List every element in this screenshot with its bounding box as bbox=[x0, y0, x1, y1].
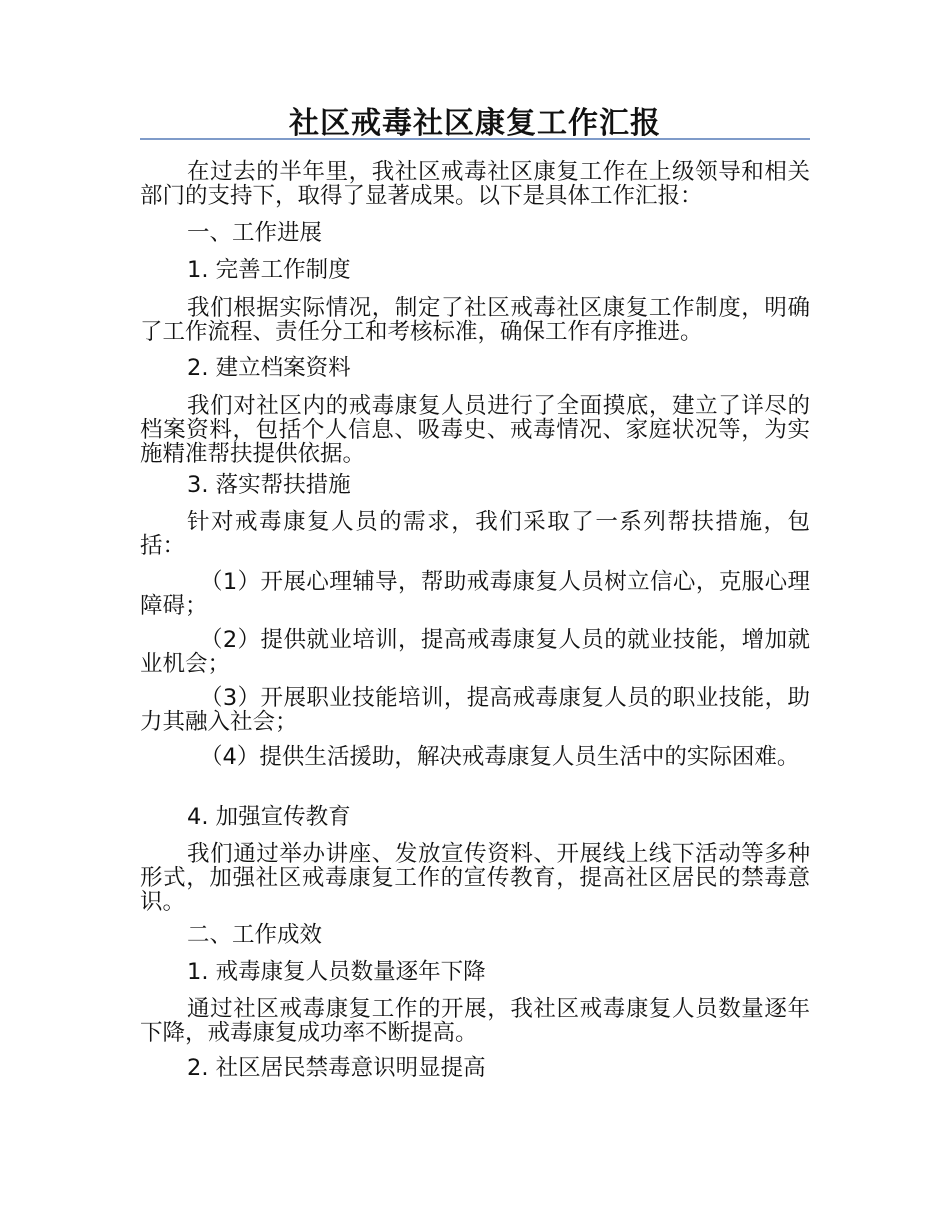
paragraph-system: 我们根据实际情况，制定了社区戒毒社区康复工作制度，明确了工作流程、责任分工和考核标准，确保工作有序推进。 bbox=[140, 295, 810, 345]
title-underline bbox=[140, 138, 810, 140]
subsection-heading-publicity: 4. 加强宣传教育 bbox=[187, 804, 351, 830]
paragraph-publicity: 我们通过举办讲座、发放宣传资料、开展线上线下活动等多种形式，加强社区戒毒康复工作的宣传教育，提高社区居民的禁毒意识。 bbox=[140, 841, 810, 915]
measure-item: （3）开展职业技能培训，提高戒毒康复人员的职业技能，助力其融入社会； bbox=[140, 685, 810, 735]
section-heading-progress: 一、工作进展 bbox=[187, 220, 323, 246]
document-title: 社区戒毒社区康复工作汇报 bbox=[289, 106, 661, 141]
paragraph-archives: 我们对社区内的戒毒康复人员进行了全面摸底，建立了详尽的档案资料，包括个人信息、吸毒史、戒毒情况、家庭状况等，为实施精准帮扶提供依据。 bbox=[140, 393, 810, 467]
subsection-heading-archives: 2. 建立档案资料 bbox=[187, 355, 351, 381]
measure-item: （4）提供生活援助，解决戒毒康复人员生活中的实际困难。 bbox=[200, 744, 800, 770]
section-heading-results: 二、工作成效 bbox=[187, 922, 323, 948]
measure-item: （1）开展心理辅导，帮助戒毒康复人员树立信心，克服心理障碍； bbox=[140, 569, 810, 619]
subsection-heading-assistance: 3. 落实帮扶措施 bbox=[187, 472, 351, 498]
paragraph-decline: 通过社区戒毒康复工作的开展，我社区戒毒康复人员数量逐年下降，戒毒康复成功率不断提高。 bbox=[140, 996, 810, 1046]
subsection-heading-awareness: 2. 社区居民禁毒意识明显提高 bbox=[187, 1055, 486, 1081]
paragraph-assistance: 针对戒毒康复人员的需求，我们采取了一系列帮扶措施，包括： bbox=[140, 509, 810, 559]
subsection-heading-decline: 1. 戒毒康复人员数量逐年下降 bbox=[187, 959, 486, 985]
subsection-heading-system: 1. 完善工作制度 bbox=[187, 257, 351, 283]
intro-paragraph: 在过去的半年里，我社区戒毒社区康复工作在上级领导和相关部门的支持下，取得了显著成果。以下是具体工作汇报： bbox=[140, 159, 810, 209]
measure-item: （2）提供就业培训，提高戒毒康复人员的就业技能，增加就业机会； bbox=[140, 627, 810, 677]
